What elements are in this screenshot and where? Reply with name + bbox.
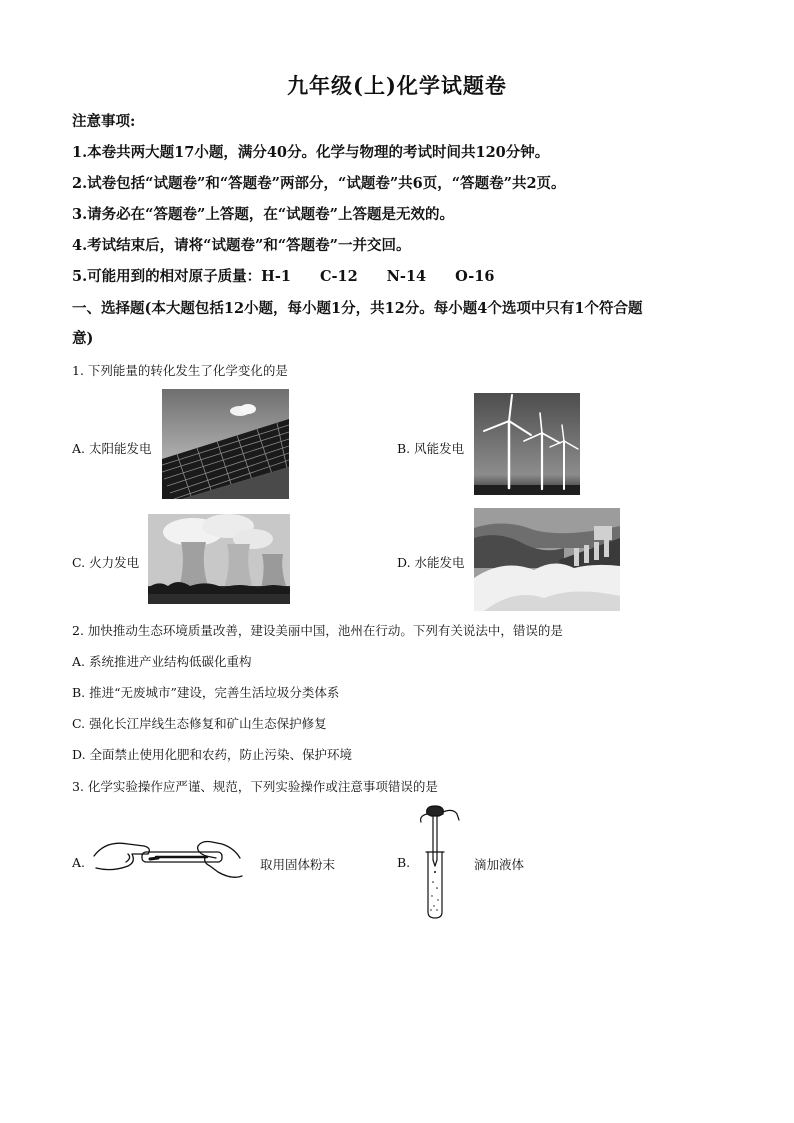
question-3-stem: 3. 化学实验操作应严谨、规范，下列实验操作或注意事项错误的是 [72, 779, 438, 794]
solar-panel-image [162, 389, 289, 499]
option-1c: C. 火力发电 [72, 555, 140, 570]
powder-sampling-illustration [92, 832, 244, 888]
notice-item: 5.可能用到的相对原子质量：H-1 C-12 N-14 O-16 [72, 268, 495, 285]
notice-item: 1.本卷共两大题17小题，满分40分。化学与物理的考试时间共120分钟。 [72, 144, 550, 161]
option-1a: A. 太阳能发电 [72, 441, 152, 456]
option-3b-letter: B. [397, 855, 411, 870]
option-3a-letter: A. [72, 855, 86, 870]
option-3b-caption: 滴加液体 [474, 857, 525, 872]
notice-item: 4.考试结束后，请将“试题卷”和“答题卷”一并交回。 [72, 237, 411, 254]
dropper-illustration [411, 804, 461, 920]
option-2a: A. 系统推进产业结构低碳化重构 [72, 654, 252, 669]
option-2c: C. 强化长江岸线生态修复和矿山生态保护修复 [72, 716, 327, 731]
question-2-stem: 2. 加快推动生态环境质量改善，建设美丽中国，池州在行动。下列有关说法中，错误的是 [72, 623, 563, 638]
section-heading: 一、选择题(本大题包括12小题，每小题1分，共12分。每小题4个选项中只有1个符合题 [72, 300, 643, 317]
thermal-power-image [148, 514, 290, 604]
option-1b: B. 风能发电 [397, 441, 465, 456]
notice-heading: 注意事项: [72, 113, 136, 130]
notice-item: 2.试卷包括“试题卷”和“答题卷”两部分，“试题卷”共6页，“答题卷”共2页。 [72, 175, 566, 192]
notice-item: 3.请务必在“答题卷”上答题，在“试题卷”上答题是无效的。 [72, 206, 454, 223]
section-heading-cont: 意) [72, 330, 94, 347]
wind-turbine-image [474, 393, 580, 495]
option-1d: D. 水能发电 [397, 555, 465, 570]
hydropower-image [474, 508, 620, 611]
option-3a-caption: 取用固体粉末 [260, 857, 336, 872]
option-2b: B. 推进“无废城市”建设，完善生活垃圾分类体系 [72, 685, 340, 700]
option-2d: D. 全面禁止使用化肥和农药，防止污染、保护环境 [72, 747, 353, 762]
page-title: 九年级(上)化学试题卷 [287, 73, 507, 98]
question-1-stem: 1. 下列能量的转化发生了化学变化的是 [72, 363, 288, 378]
